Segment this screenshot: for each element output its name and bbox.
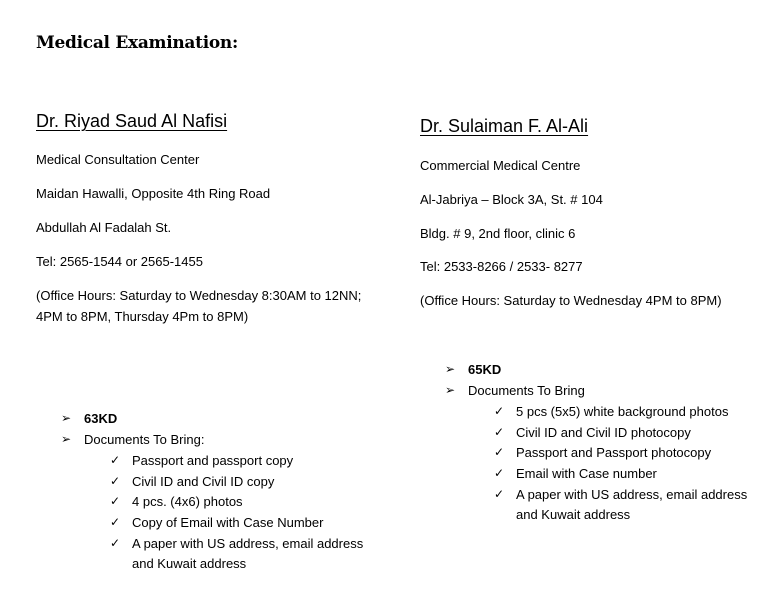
doctor2-address2: Bldg. # 9, 2nd floor, clinic 6: [420, 226, 576, 241]
doctor2-center: Commercial Medical Centre: [420, 158, 581, 173]
doctor1-doc-item: Civil ID and Civil ID copy: [132, 474, 275, 489]
check-icon: ✓: [494, 445, 505, 459]
doctor1-hours-line2: 4PM to 8PM, Thursday 4Pm to 8PM): [36, 309, 249, 324]
check-icon: ✓: [494, 404, 505, 418]
doctor2-doc-item: Email with Case number: [516, 466, 657, 481]
doctor1-doc-item: Passport and passport copy: [132, 453, 294, 468]
doctor2-address1: Al-Jabriya – Block 3A, St. # 104: [420, 192, 603, 207]
check-icon: ✓: [110, 515, 121, 529]
doctor1-doc-item: 4 pcs. (4x6) photos: [132, 494, 243, 509]
doctor2-doc-item: Civil ID and Civil ID photocopy: [516, 425, 691, 440]
check-icon: ✓: [494, 487, 505, 501]
check-icon: ✓: [110, 474, 121, 488]
arrow-bullet-icon: ➢: [61, 411, 72, 425]
doctor2-doc-item-continued: and Kuwait address: [516, 507, 631, 522]
doctor1-center: Medical Consultation Center: [36, 152, 200, 167]
doctor1-tel: Tel: 2565-1544 or 2565-1455: [36, 254, 203, 269]
doctor2-docs-label: Documents To Bring: [468, 383, 585, 398]
doctor2-tel: Tel: 2533-8266 / 2533- 8277: [420, 259, 583, 274]
arrow-bullet-icon: ➢: [61, 432, 72, 446]
doctor2-fee: 65KD: [468, 362, 502, 377]
doctor1-doc-item-continued: and Kuwait address: [132, 556, 247, 571]
doctor2-doc-item: Passport and Passport photocopy: [516, 445, 712, 460]
doctor1-hours-line1: (Office Hours: Saturday to Wednesday 8:30AM to 12NN;: [36, 288, 362, 303]
check-icon: ✓: [494, 425, 505, 439]
doctor1-name: Dr. Riyad Saud Al Nafisi: [36, 111, 228, 131]
doctor1-doc-item: A paper with US address, email address: [132, 536, 364, 551]
arrow-bullet-icon: ➢: [445, 383, 456, 397]
doctor2-name: Dr. Sulaiman F. Al-Ali: [420, 116, 589, 136]
check-icon: ✓: [110, 536, 121, 550]
doctor1-address2: Abdullah Al Fadalah St.: [36, 220, 172, 235]
page-heading: Medical Examination:: [36, 33, 238, 53]
doctor1-address1: Maidan Hawalli, Opposite 4th Ring Road: [36, 186, 271, 201]
check-icon: ✓: [494, 466, 505, 480]
check-icon: ✓: [110, 453, 121, 467]
doctor2-hours: (Office Hours: Saturday to Wednesday 4PM to 8PM): [420, 293, 722, 308]
arrow-bullet-icon: ➢: [445, 362, 456, 376]
doctor1-fee: 63KD: [84, 411, 118, 426]
doctor1-doc-item: Copy of Email with Case Number: [132, 515, 324, 530]
doctor2-doc-item: 5 pcs (5x5) white background photos: [516, 404, 729, 419]
doctor1-docs-label: Documents To Bring:: [84, 432, 205, 447]
doctor2-doc-item: A paper with US address, email address: [516, 487, 748, 502]
check-icon: ✓: [110, 494, 121, 508]
